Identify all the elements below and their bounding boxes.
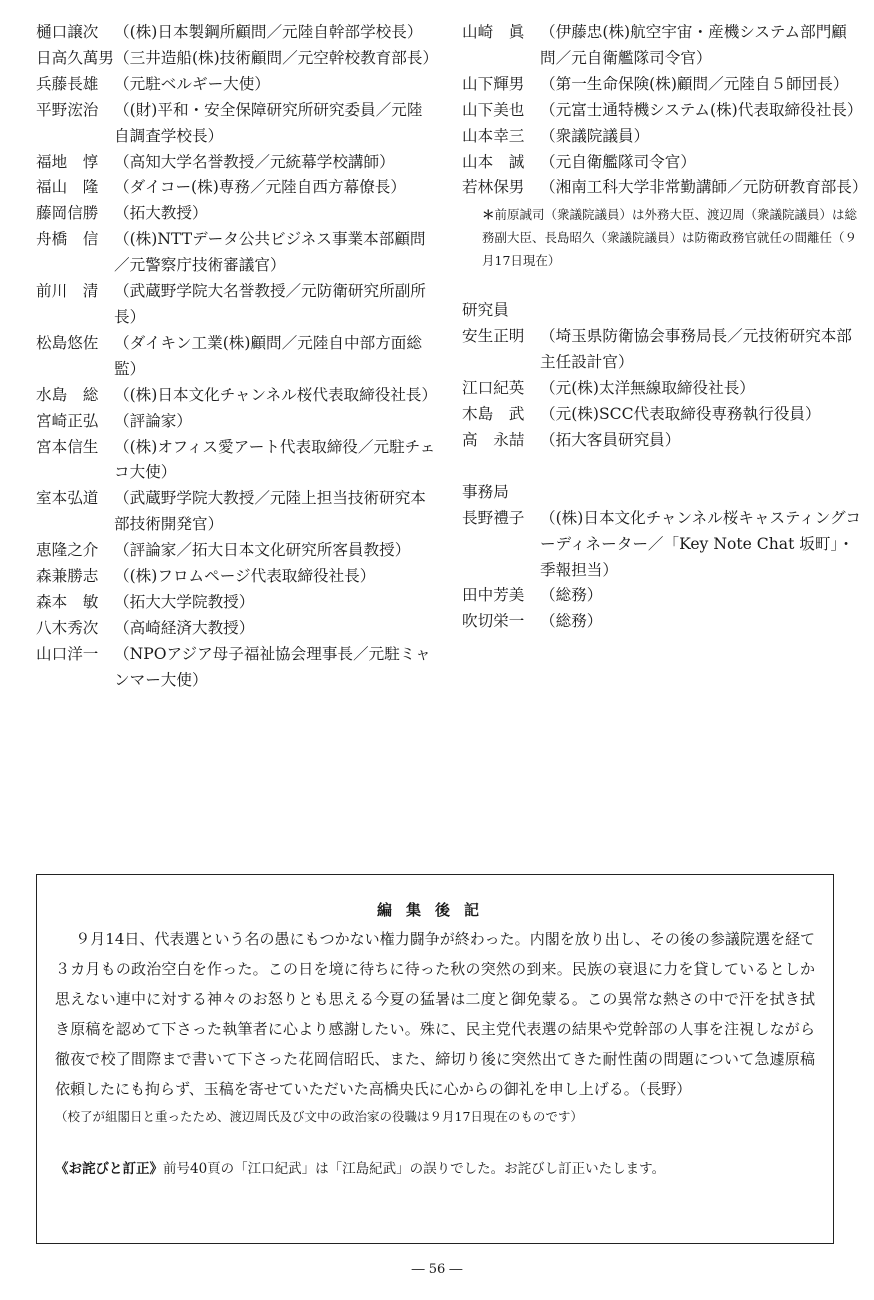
member-name: 宮崎正弘 [36, 411, 99, 430]
member-affiliation: （ダイコー(株)専務／元陸自西方幕僚長） [114, 178, 406, 197]
member-name: 福山 隆 [36, 178, 99, 197]
member-name: 高 永喆 [462, 430, 525, 449]
member-affiliation: （元駐ベルギー大使） [114, 74, 270, 93]
member-affiliation: （湘南工科大学非常勤講師／元防研教育部長） [540, 178, 868, 197]
member-entry [36, 20, 436, 46]
member-entry [36, 486, 436, 538]
member-list-left [36, 20, 439, 694]
secretariat-heading: 事務局 [462, 482, 509, 501]
member-name: 木島 武 [462, 404, 525, 423]
member-affiliation: （拓大大学院教授） [114, 592, 255, 611]
member-name: 室本弘道 [36, 489, 99, 508]
member-affiliation: （第一生命保険(株)顧問／元陸自５師団長） [540, 74, 849, 93]
member-affiliation: （三井造船(株)技術顧問／元空幹校教育部長） [114, 48, 439, 67]
member-affiliation: （元自衛艦隊司令官） [540, 152, 696, 171]
member-affiliation: （武蔵野学院大教授／元陸上担当技術研究本部技術開発官） [114, 489, 426, 534]
member-name: 恵隆之介 [36, 541, 99, 560]
member-affiliation: （高知大学名誉教授／元統幕学校講師） [114, 152, 395, 171]
member-entry [36, 435, 436, 487]
member-affiliation: （武蔵野学院大名誉教授／元防衛研究所副所長） [114, 282, 426, 326]
member-entry [462, 175, 868, 201]
researcher-list [462, 324, 862, 454]
member-affiliation: （評論家／拓大日本文化研究所客員教授） [114, 541, 411, 560]
member-entry [36, 616, 436, 642]
member-name: 舟橋 信 [36, 230, 99, 249]
member-entry [36, 409, 436, 435]
member-affiliation: （評論家） [114, 411, 192, 430]
member-entry [462, 124, 862, 150]
member-name: 山本幸三 [462, 126, 525, 145]
membership-note [482, 203, 862, 272]
member-name: 日高久萬男 [36, 48, 114, 67]
member-entry [462, 583, 862, 609]
member-entry [462, 506, 862, 584]
member-affiliation: （総務） [540, 612, 603, 631]
member-entry [462, 20, 862, 72]
member-entry [36, 98, 436, 150]
member-entry [462, 72, 862, 98]
member-entry [36, 590, 436, 616]
afterword-footnote: （校了が組閣日と重ったため、渡辺周氏及び文中の政治家の役職は９月17日現在のものです） [55, 1109, 583, 1124]
member-name: 前川 清 [36, 282, 99, 301]
member-affiliation: （衆議院議員） [540, 126, 650, 145]
member-name: 樋口譲次 [36, 23, 99, 41]
member-affiliation: （ダイキン工業(株)顧問／元陸自中部方面総監） [114, 333, 422, 378]
member-affiliation: （高崎経済大教授） [114, 618, 255, 637]
member-entry [36, 331, 436, 383]
member-entry [462, 402, 862, 428]
member-name: 平野浤治 [36, 100, 99, 119]
member-name: 吹切栄一 [462, 612, 525, 631]
afterword-title: 編集後記 [376, 901, 493, 919]
member-name: 山口洋一 [36, 644, 99, 663]
member-affiliation: （元(株)太洋無線取締役社長） [540, 379, 755, 398]
member-affiliation: （伊藤忠(株)航空宇宙・産機システム部門顧問／元自衛艦隊司令官） [540, 23, 847, 67]
member-affiliation: （(株)フロムページ代表取締役社長） [114, 567, 376, 586]
member-entry [462, 150, 862, 176]
member-name: 水島 総 [36, 385, 99, 404]
editors-afterword-box [36, 874, 834, 1244]
member-name: 八木秀次 [36, 618, 99, 637]
afterword-body: ９月14日、代表選という名の愚にもつかない権力闘争が終わった。内閣を放り出し、その後の参議院選を経て３カ月もの政治空白を作った。この日を境に待ちに待った秋の突然の到来。民族の衰退に力を貸しているとしか思えない連中に対する神々のお怒りとも思える今夏の猛暑は二度と御免蒙る。この異常な熱さの中で汗を拭き拭き原稿を認めて下さった執筆者に心より感謝したい。殊に、民主党代表選の結果や党幹部の人事を注視しながら徹夜で校了間際まで書いて下さった花岡信昭氏、また、締切り後に突然出てきた耐性菌の問題について急遽原稿依頼したにも拘らず、玉稿を寄せていただいた高橋央氏に心からの御礼を申し上げる。（長野） [55, 930, 815, 1098]
member-name: 山下輝男 [462, 74, 525, 93]
member-entry [36, 72, 436, 98]
member-affiliation: （(株)オフィス愛アート代表取締役／元駐チェコ大使） [114, 437, 436, 482]
member-affiliation: （元(株)SCC代表取締役専務執行役員） [540, 404, 821, 423]
member-name: 山下美也 [462, 100, 525, 119]
member-name: 福地 惇 [36, 152, 99, 171]
note-text: 前原誠司（衆議院議員）は外務大臣、渡辺周（衆議院議員）は総務副大臣、長島昭久（衆議院議員）は防衛政務官就任の間離任（９月17日現在） [482, 207, 858, 269]
member-entry [36, 227, 436, 279]
member-affiliation: （(財)平和・安全保障研究所研究委員／元陸自調査学校長） [114, 100, 423, 145]
member-affiliation: （埼玉県防衛協会事務局長／元技術研究本部主任設計官） [540, 327, 852, 372]
member-entry [36, 383, 436, 409]
member-list-right [462, 20, 868, 635]
member-name: 森本 敏 [36, 592, 99, 611]
member-name: 長野禮子 [462, 508, 525, 527]
member-list-continued [462, 20, 868, 201]
member-name: 兵藤長雄 [36, 74, 99, 93]
member-affiliation: （拓大客員研究員） [540, 430, 681, 449]
member-name: 安生正明 [462, 327, 525, 346]
member-affiliation: （(株)NTTデータ公共ビジネス事業本部顧問／元警察庁技術審議官） [114, 230, 426, 275]
secretariat-list [462, 506, 862, 636]
member-entry [36, 564, 436, 590]
member-affiliation: （元富士通特機システム(株)代表取締役社長） [540, 100, 863, 119]
member-name: 山崎 眞 [462, 23, 525, 41]
member-affiliation: （(株)日本製鋼所顧問／元陸自幹部学校長） [114, 23, 423, 41]
correction-notice [55, 1158, 815, 1180]
member-name: 藤岡信勝 [36, 204, 99, 223]
member-entry [36, 175, 436, 201]
member-entry [36, 46, 439, 72]
researchers-heading: 研究員 [462, 301, 509, 320]
member-entry [36, 150, 436, 176]
member-entry [36, 279, 436, 331]
member-entry [36, 642, 436, 694]
member-name: 若林保男 [462, 178, 525, 197]
member-affiliation: （拓大教授） [114, 204, 208, 223]
member-entry [462, 324, 862, 376]
member-name: 田中芳美 [462, 586, 525, 605]
member-name: 松島悠佐 [36, 333, 99, 352]
correction-text: 前号40頁の「江口紀武」は「江島紀武」の誤りでした。お詫びし訂正いたします。 [163, 1161, 666, 1177]
member-name: 宮本信生 [36, 437, 99, 456]
member-affiliation: （(株)日本文化チャンネル桜キャスティングコーディネーター／「Key Note Chat 坂町」・季報担当） [540, 508, 861, 579]
member-entry [36, 538, 436, 564]
member-entry [462, 376, 862, 402]
member-affiliation: （NPOアジア母子福祉協会理事長／元駐ミャンマー大使） [114, 644, 431, 689]
member-entry [462, 98, 862, 124]
member-name: 森兼勝志 [36, 567, 99, 586]
member-affiliation: （総務） [540, 586, 603, 605]
page-number: ― 56 ― [411, 1262, 463, 1277]
correction-label: 《お詫びと訂正》 [55, 1161, 163, 1177]
member-name: 山本 誠 [462, 152, 525, 171]
note-bullet: ＊ [482, 207, 495, 223]
member-entry [462, 609, 862, 635]
member-entry [36, 201, 436, 227]
member-entry [462, 428, 862, 454]
member-affiliation: （(株)日本文化チャンネル桜代表取締役社長） [114, 385, 438, 404]
member-name: 江口紀英 [462, 379, 525, 398]
